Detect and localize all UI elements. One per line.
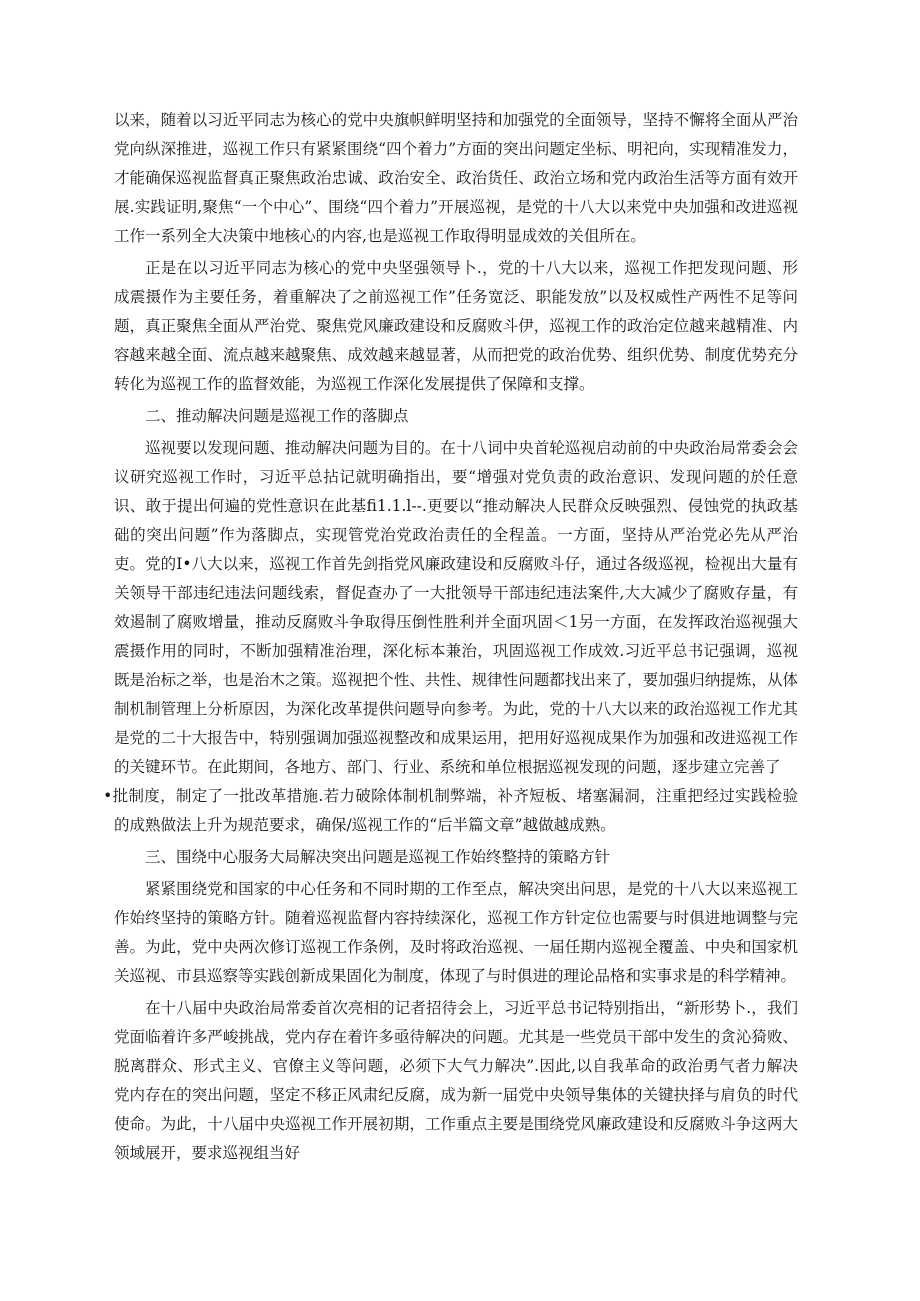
document-page	[103, 106, 798, 1168]
paragraph-bullet-continuation: •批制度，制定了一批改革措施.若力破除体制机制弊端，补齐短板、堵塞漏洞，注重把经过实践检验的成熟做法上升为规范要求，确保/巡视工作的“后半篇文章”越做越成熟。	[103, 787, 798, 834]
section-heading-3: 三、围绕中心服务大局解决突出问题是巡视工作始终整持的策略方针	[145, 848, 611, 866]
paragraph-strategy: 紧紧围绕党和国家的中心任务和不同时期的工作至点，解决突出问思，是党的十八大以来巡视工作始终坚持的策略方针。随着巡视监督内容持续深化，巡视工作方针定位也需要与时俱进地调整与完善。为此，党中央两次修订巡视工作条例，及时将政治巡视、一届任期内巡视全覆盖、中央和国家机关巡视、市县巡察等实践创新成果固化为制度，体现了与时俱进的理论品格和实事求是的科学精神。	[114, 880, 798, 985]
paragraph-press-conference: 在十八届中央政治局常委首次亮相的记者招待会上，习近平总书记特别指出，“新形势卜.，我们党面临着许多严峻挑战，党内存在着许多亟待解决的问题。尤其是一些党员干部中发生的贪沁猗败、脱离群众、形式主义、官僚主义等问题，必须下大气力解决”.因此,以自我革命的政治勇气者力解决党内存在的突出问题，坚定不移正风肃纪反腐，成为新一届党中央领导集体的关键抉择与肩负的时代使命。为此，十八届中央巡视工作开展初期，工作重点主要是围绕党风廉政建设和反腐败斗争这两大领域展开，要求巡视组当好	[114, 999, 798, 1162]
section-heading-2: 二、推动解决问题是巡视工作的落脚点	[145, 407, 409, 425]
paragraph-problem-solving: 巡视要以发现问题、推动解决问题为目的。在十八词中央首轮巡视启动前的中央政治局常委会会议研究巡视工作时，习近平总拈记就明确指出，要“增强对党负责的政治意识、发现问题的於任意识、敢于提出何遍的党性意识在此基fi1.1.l--.更要以“推动解决人民群众反映强烈、侵蚀党的执政基础的突出问题”作为落脚点，实现管党治党政治责任的全程盖。一方面，坚持从严治党必先从严治吏。党的I•八大以来，巡视工作首先剑指党风廉政建设和反腐败斗仔，通过各级巡视，检视出大量有关领导干部违纪违法问题线索，督促查办了一大批领导干部违纪违法案件,大大减少了腐败存量，有效遏制了腐败增量，推动反腐败斗争取得压倒性胜利并全面巩固＜1另一方面，在发挥政治巡视强大震摄作用的同时，不断加强精准治理，深化标本兼治，巩固巡视工作成效.习近平总书记强调，巡视既是治标之举，也是治木之策。巡视把个性、共性、规律性问题都找出来了，要加强归纳提炼，从体制机制管理上分析原因，为深化改革提供问题导向参考。为此，党的十八大以来的政治巡视工作尤其是党的二十大报告中，特别强调加强巡视整改和成果运用，把用好巡视成果作为加强和改进巡视工作的关键环节。在此期间，各地方、部门、行业、系统和单位根据巡视发现的问题，逐步建立完善了	[114, 439, 798, 776]
paragraph-leadership: 正是在以习近平同志为核心的党中央坚强领导卜.，党的十八大以来，巡视工作把发现问题、形成震摄作为主要任务，着重解决了之前巡视工作”任务宽泛、职能发放”以及权威性产两性不足等问题，真正聚焦全面从严治党、聚焦党风廉政建设和反腐败斗伊，巡视工作的政治定位越来越精准、内容越来越全面、流点越来越聚焦、成效越来越显著，从而把党的政治优势、组织优势、制度优势充分转化为巡视工作的监督效能，为巡视工作深化发展提供了保障和支撑。	[114, 259, 798, 393]
paragraph-intro: 以来，随着以习近平同志为核心的党中央旗帜鲜明坚持和加强党的全面领导，坚持不懈将全面从严治党向纵深推进，巡视工作只有紧紧围绕“四个着力”方面的突出问题定坐标、明祀向，实现精准发力，才能确保巡视监督真正聚焦政治忠诚、政治安全、政治货任、政治立场和党内政治生活等方面有效开展.实践证明,聚焦“一个中心”、围绕“四个着力”开展巡视，是党的十八大以来党中央加强和改进巡视工作一系列全大决策中地核心的内容,也是巡视工作取得明显成效的关伹所在。	[114, 111, 798, 245]
